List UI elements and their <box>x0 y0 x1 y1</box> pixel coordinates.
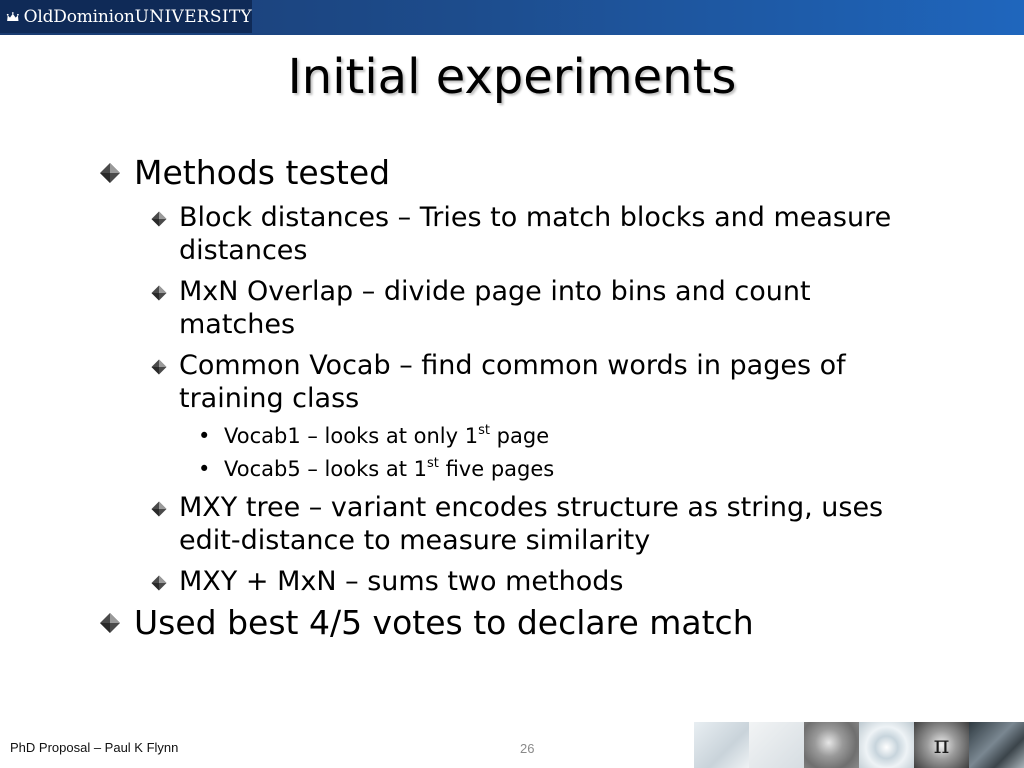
list-item-text: Block distances – Tries to match blocks and measure distances <box>179 202 892 266</box>
list-item-text: Used best 4/5 votes to declare match <box>134 603 754 642</box>
list-item-text: Methods tested <box>134 153 391 192</box>
list-item-text: Common Vocab – find common words in pages of training class <box>179 350 846 414</box>
diamond-bullet-icon <box>98 611 122 635</box>
list-item-text-tail: page <box>489 424 550 448</box>
ordinal-suffix: st <box>478 422 490 438</box>
list-item <box>150 275 930 341</box>
dot-bullet-icon: • <box>198 457 211 481</box>
list-item <box>150 491 930 557</box>
pi-icon: π <box>933 731 950 759</box>
footer-author: PhD Proposal – Paul K Flynn <box>10 740 179 755</box>
decorative-tile-snowflake <box>859 722 914 768</box>
list-item <box>150 349 940 415</box>
diamond-bullet-icon <box>150 284 168 302</box>
decorative-tile-texture <box>694 722 749 768</box>
page-number: 26 <box>520 741 535 756</box>
diamond-bullet-icon <box>150 358 168 376</box>
list-item-text <box>224 423 549 450</box>
list-item <box>150 201 930 267</box>
list-item-text-tail: five pages <box>438 457 555 481</box>
decorative-tile-sculpture <box>804 722 859 768</box>
dot-bullet-icon: • <box>198 424 211 448</box>
decorative-tile-pi <box>914 722 969 768</box>
list-item-text: MxN Overlap – divide page into bins and count matches <box>179 276 811 340</box>
decorative-tile-dark <box>969 722 1024 768</box>
decorative-image-strip <box>694 722 1024 768</box>
list-item <box>150 565 930 598</box>
list-item-text-main: Vocab5 – looks at 1 <box>224 457 427 481</box>
ordinal-suffix: st <box>427 455 439 471</box>
list-item-text: MXY + MxN – sums two methods <box>179 566 624 597</box>
logo-word-olddominion: OldDominion <box>23 6 135 27</box>
list-item-text: MXY tree – variant encodes structure as string, uses edit-distance to measure similarity <box>179 492 884 556</box>
slide-title: Initial experiments <box>287 49 737 105</box>
diamond-bullet-icon <box>98 161 122 185</box>
decorative-tile-fog <box>749 722 804 768</box>
diamond-bullet-icon <box>150 500 168 518</box>
logo-word-university: UNIVERSITY <box>134 6 252 27</box>
diamond-bullet-icon <box>150 210 168 228</box>
diamond-bullet-icon <box>150 574 168 592</box>
list-item-text-main: Vocab1 – looks at only 1 <box>224 424 479 448</box>
list-item-text <box>224 456 554 483</box>
